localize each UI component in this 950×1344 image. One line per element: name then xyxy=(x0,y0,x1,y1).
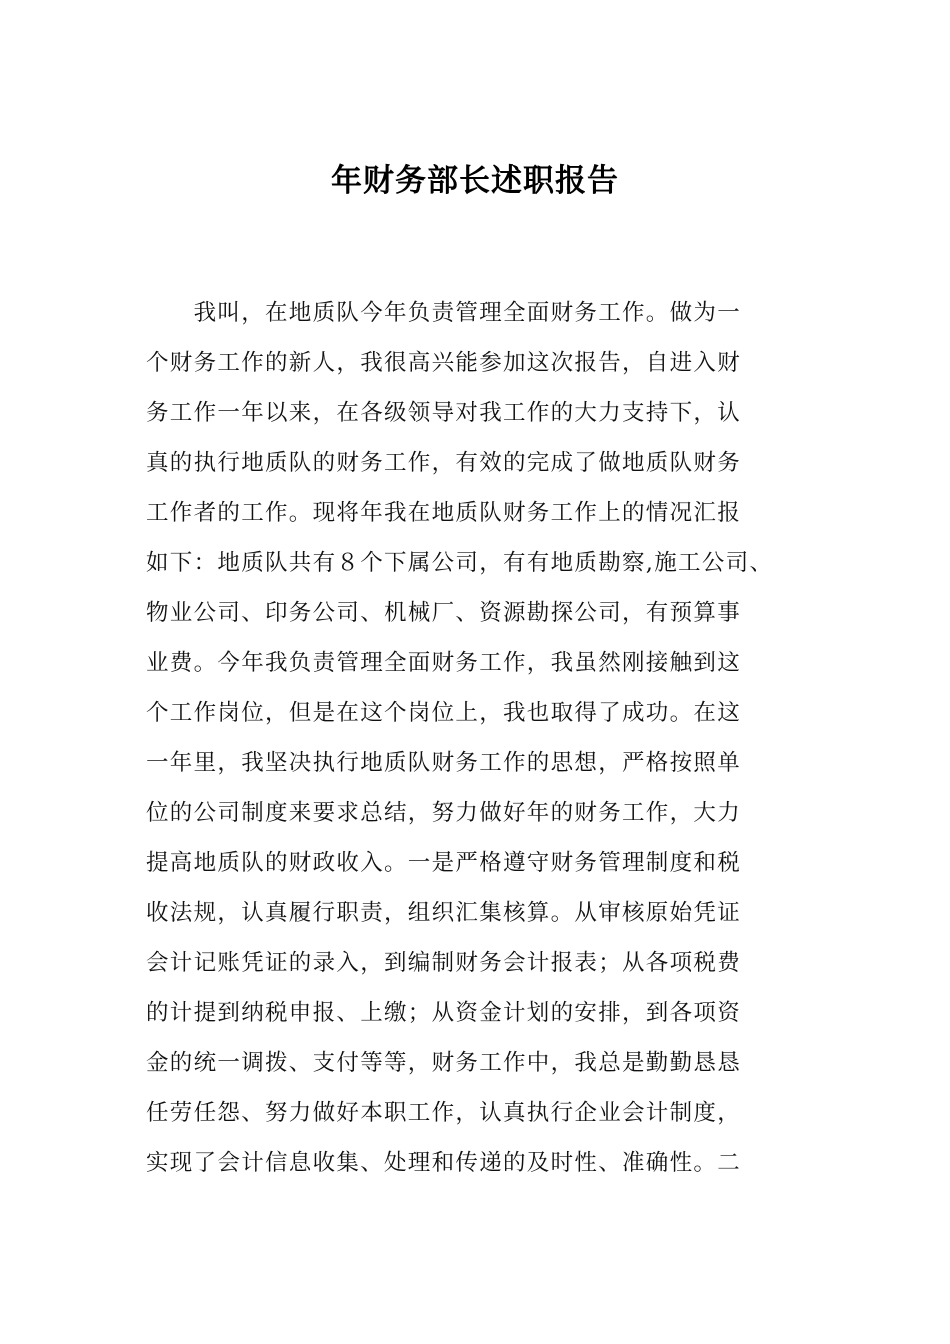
body-line: 务工作一年以来，在各级领导对我工作的大力支持下，认 xyxy=(146,400,742,426)
body-line: 业费。今年我负责管理全面财务工作，我虽然刚接触到这 xyxy=(146,650,742,676)
body-line: 一年里，我坚决执行地质队财务工作的思想，严格按照单 xyxy=(146,750,742,776)
body-line: 收法规，认真履行职责，组织汇集核算。从审核原始凭证 xyxy=(146,900,742,926)
body-line: 我叫，在地质队今年负责管理全面财务工作。做为一 xyxy=(146,300,742,326)
body-line: 金的统一调拨、支付等等，财务工作中，我总是勤勤恳恳 xyxy=(146,1050,742,1076)
body-line: 任劳任怨、努力做好本职工作，认真执行企业会计制度， xyxy=(146,1100,742,1126)
body-line: 个财务工作的新人，我很高兴能参加这次报告，自进入财 xyxy=(146,350,742,376)
body-line: 位的公司制度来要求总结，努力做好年的财务工作，大力 xyxy=(146,800,742,826)
document-title: 年财务部长述职报告 xyxy=(331,163,619,199)
body-line: 如下：地质队共有８个下属公司，有有地质勘察,施工公司、 xyxy=(146,550,774,576)
body-line: 真的执行地质队的财务工作，有效的完成了做地质队财务 xyxy=(146,450,742,476)
body-line: 会计记账凭证的录入，到编制财务会计报表；从各项税费 xyxy=(146,950,742,976)
body-line: 工作者的工作。现将年我在地质队财务工作上的情况汇报 xyxy=(146,500,742,526)
body-line: 实现了会计信息收集、处理和传递的及时性、准确性。二 xyxy=(146,1150,742,1176)
body-line: 的计提到纳税申报、上缴；从资金计划的安排，到各项资 xyxy=(146,1000,742,1026)
body-line: 提高地质队的财政收入。一是严格遵守财务管理制度和税 xyxy=(146,850,742,876)
body-line: 物业公司、印务公司、机械厂、资源勘探公司，有预算事 xyxy=(146,600,742,626)
document-body xyxy=(146,288,826,1188)
body-line: 个工作岗位，但是在这个岗位上，我也取得了成功。在这 xyxy=(146,700,742,726)
